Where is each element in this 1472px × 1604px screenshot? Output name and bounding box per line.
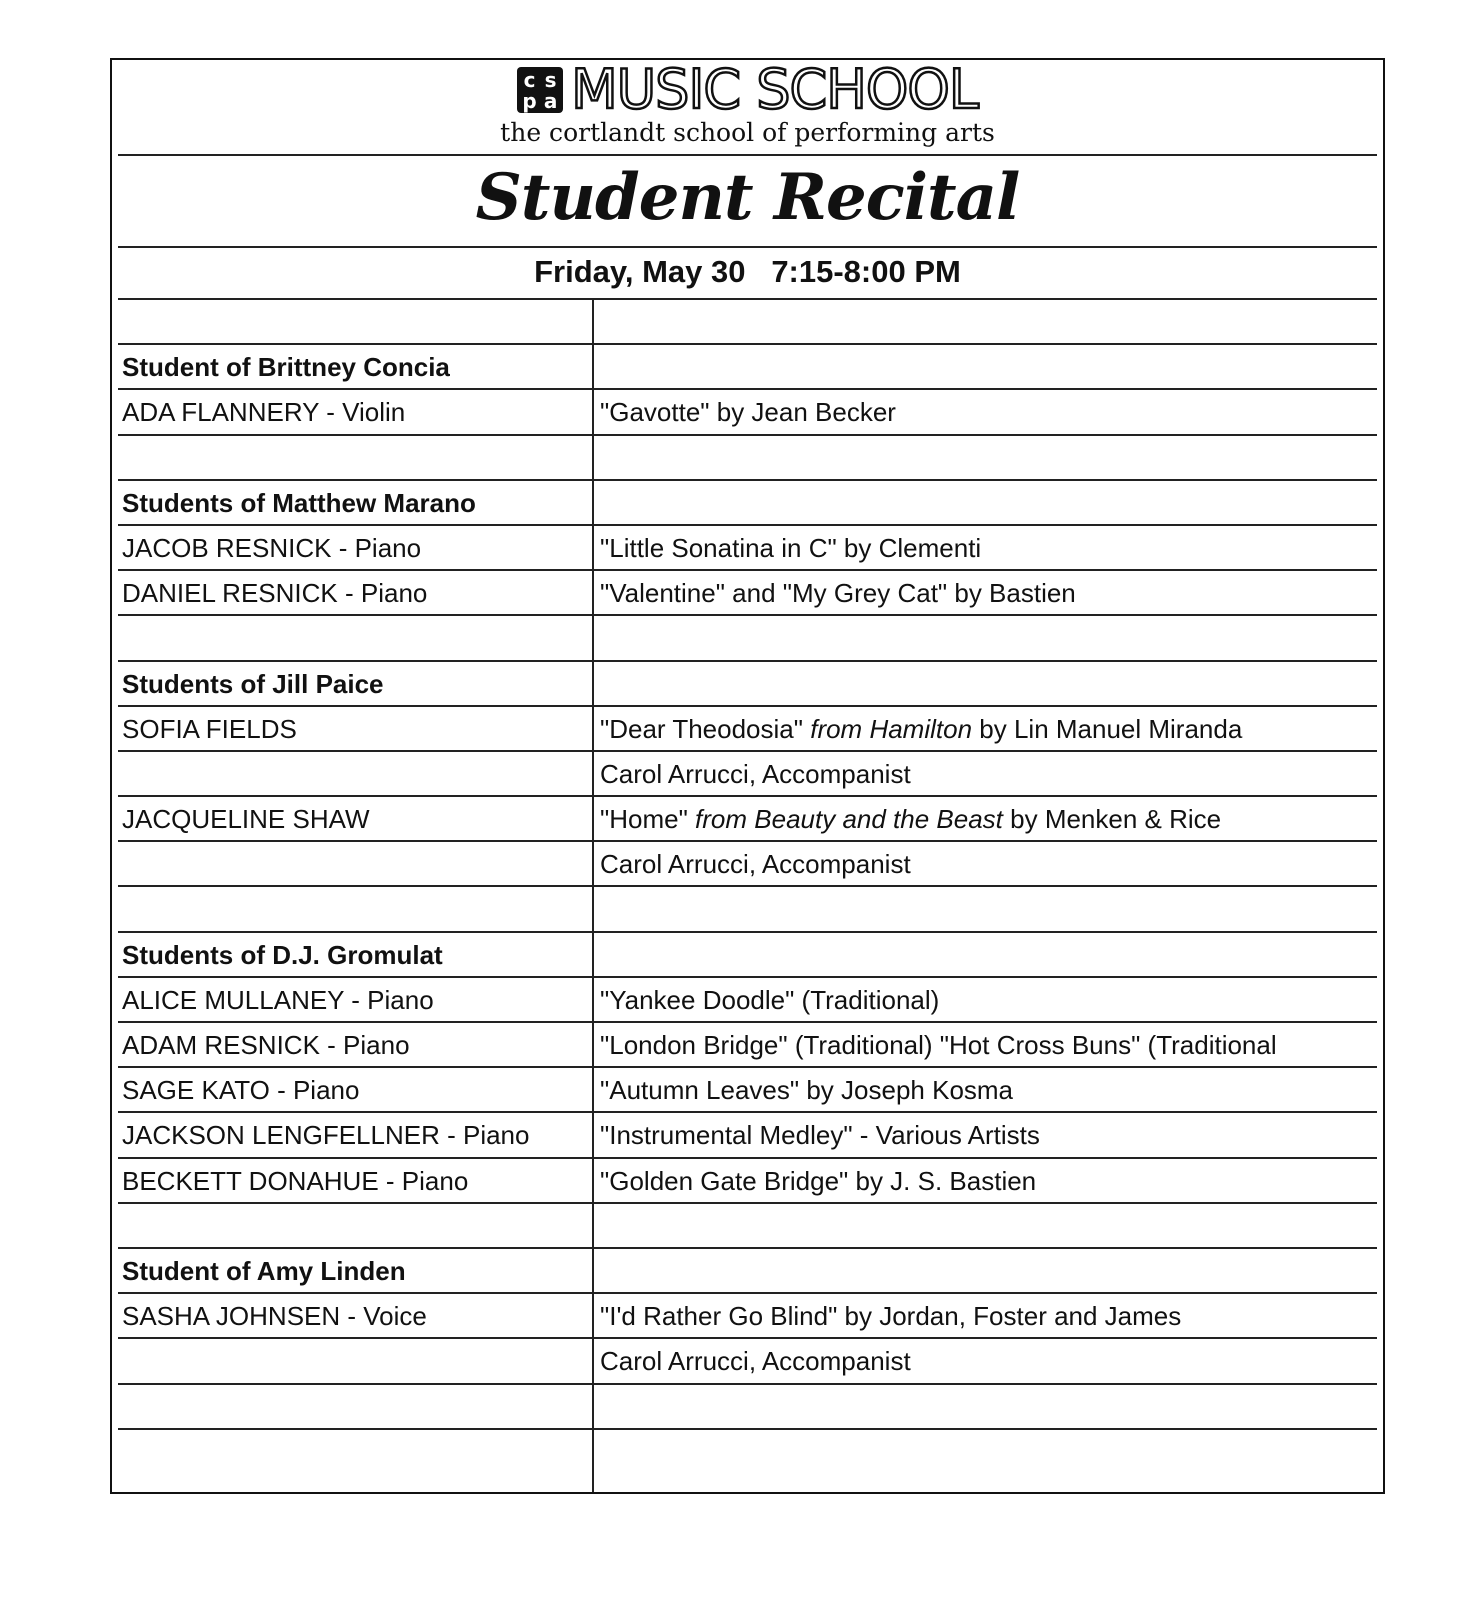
piece-cell [600, 842, 1375, 886]
teacher-heading: Student of Amy Linden [122, 1255, 406, 1286]
logo-letter: c [523, 67, 536, 92]
logo-letter: p [522, 88, 537, 113]
teacher-heading: Students of D.J. Gromulat [122, 939, 443, 970]
table-row [118, 526, 1377, 571]
performer-cell: JACQUELINE SHAW [122, 804, 370, 835]
piece-text: "Yankee Doodle" (Traditional) [600, 984, 940, 1015]
performer-cell: JACOB RESNICK - Piano [122, 532, 422, 563]
piece-cell [600, 752, 1375, 796]
piece-text: "I'd Rather Go Blind" by Jordan, Foster and James [600, 1301, 1182, 1332]
piece-text: from Hamilton [810, 713, 973, 744]
table-row [118, 842, 1377, 887]
piece-text: "Golden Gate Bridge" by J. S. Bastien [600, 1165, 1037, 1196]
piece-text: Carol Arrucci, Accompanist [600, 1346, 911, 1377]
teacher-heading: Students of Jill Paice [122, 668, 384, 699]
piece-text: "London Bridge" (Traditional) "Hot Cross Buns" (Traditional [600, 1030, 1277, 1060]
logo [118, 58, 1377, 121]
date-row [118, 248, 1377, 300]
piece-cell [600, 1068, 1375, 1112]
piece-text: "Dear Theodosia" [600, 713, 811, 744]
piece-cell [600, 1113, 1375, 1157]
logo-letter: a [543, 88, 558, 113]
table-row [118, 1113, 1377, 1158]
table-row [118, 571, 1377, 616]
section-row [118, 662, 1377, 707]
page-title: Student Recital [475, 160, 1020, 235]
performer-cell: DANIEL RESNICK - Piano [122, 578, 428, 609]
program-table [118, 300, 1377, 1492]
teacher-heading: Student of Brittney Concia [122, 352, 450, 383]
school-name: MUSIC SCHOOL [571, 58, 978, 121]
performer-cell: JACKSON LENGFELLNER - Piano [122, 1120, 530, 1151]
piece-cell [600, 526, 1375, 570]
table-row [118, 707, 1377, 752]
piece-cell [600, 978, 1375, 1022]
blank-row [118, 300, 1377, 345]
piece-text: Carol Arrucci, Accompanist [600, 758, 911, 789]
section-row [118, 1249, 1377, 1294]
section-row [118, 481, 1377, 526]
section-row [118, 345, 1377, 390]
piece-cell [600, 1294, 1375, 1338]
recital-program [110, 58, 1385, 1494]
performer-cell: ADA FLANNERY - Violin [122, 397, 406, 428]
performer-cell: BECKETT DONAHUE - Piano [122, 1165, 469, 1196]
piece-text: "Valentine" and "My Grey Cat" by Bastien [600, 578, 1076, 609]
piece-cell [600, 797, 1375, 841]
piece-text: by Menken & Rice [1002, 804, 1222, 835]
table-row [118, 1159, 1377, 1204]
piece-cell [600, 1023, 1375, 1067]
table-row [118, 797, 1377, 842]
piece-cell [600, 571, 1375, 615]
school-tagline: the cortlandt school of performing arts [500, 118, 995, 147]
piece-cell [600, 1159, 1375, 1203]
title-row [118, 156, 1377, 248]
piece-cell [600, 1339, 1375, 1383]
piece-text: from Beauty and the Beast [695, 804, 1003, 835]
piece-text: "Home" [600, 804, 696, 835]
blank-row [118, 436, 1377, 481]
piece-text: "Gavotte" by Jean Becker [600, 397, 896, 428]
piece-text: by Lin Manuel Miranda [972, 713, 1243, 744]
teacher-heading: Students of Matthew Marano [122, 487, 476, 518]
event-date-time: Friday, May 30 7:15-8:00 PM [534, 254, 961, 289]
performer-cell: SASHA JOHNSEN - Voice [122, 1301, 427, 1332]
piece-text: "Little Sonatina in C" by Clementi [600, 532, 982, 563]
table-row [118, 1294, 1377, 1339]
performer-cell: ADAM RESNICK - Piano [122, 1030, 410, 1060]
blank-row [118, 616, 1377, 661]
blank-row [118, 1430, 1377, 1475]
blank-row [118, 1204, 1377, 1249]
piece-text: "Autumn Leaves" by Joseph Kosma [600, 1075, 1014, 1106]
blank-row [118, 1385, 1377, 1430]
piece-cell [600, 707, 1375, 751]
section-row [118, 933, 1377, 978]
logo-letter: s [544, 67, 557, 92]
performer-cell: SAGE KATO - Piano [122, 1075, 360, 1106]
piece-cell [600, 390, 1375, 434]
performer-cell: SOFIA FIELDS [122, 713, 297, 744]
piece-text: "Instrumental Medley" - Various Artists [600, 1120, 1040, 1151]
blank-row [118, 887, 1377, 932]
table-row [118, 752, 1377, 797]
table-row [118, 1068, 1377, 1113]
performer-cell: ALICE MULLANEY - Piano [122, 984, 434, 1015]
table-row [118, 1339, 1377, 1384]
header-logo-row [118, 60, 1377, 156]
table-row [118, 390, 1377, 435]
table-row [118, 978, 1377, 1023]
cspa-logo-icon [517, 67, 563, 113]
piece-text: Carol Arrucci, Accompanist [600, 849, 911, 880]
table-row [118, 1023, 1377, 1068]
